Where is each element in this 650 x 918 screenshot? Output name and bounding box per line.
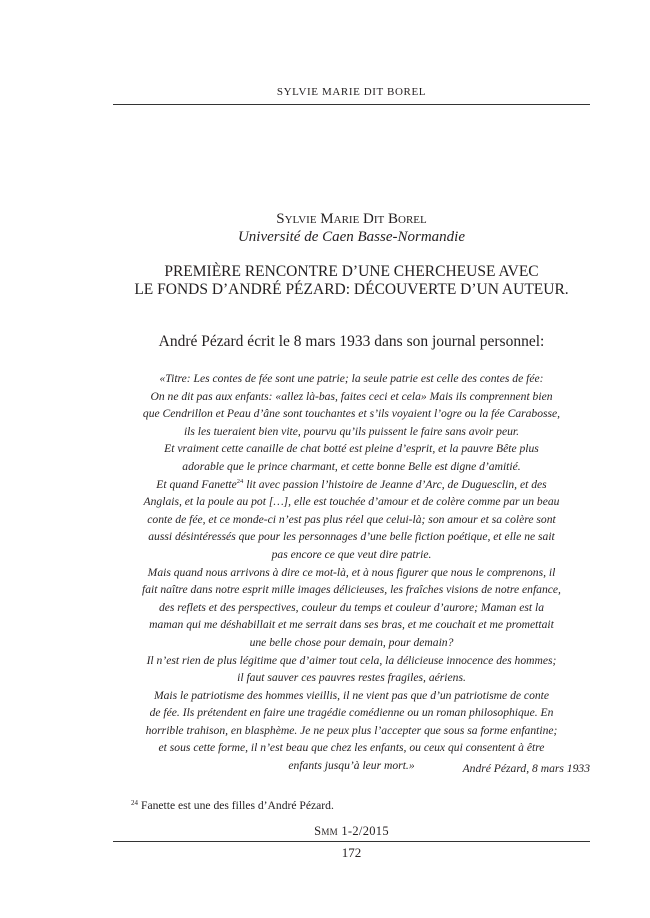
- quote-line: aussi désintéressés que pour les personnages d’une belle fiction poétique, et elle ne sait: [148, 530, 555, 544]
- title-line: PREMIÈRE RENCONTRE D’UNE CHERCHEUSE AVEC: [164, 263, 539, 280]
- article-title: [100, 263, 603, 299]
- quote-line: Et vraiment cette canaille de chat botté est pleine d’esprit, et la pauvre Bête plus: [164, 442, 539, 456]
- quote-line: des reflets et des perspectives, couleur du temps et couleur d’aurore; Maman est la: [158, 600, 545, 614]
- quote-line: On ne dit pas aux enfants: «allez là-bas, faites ceci et cela» Mais ils comprennent bien: [150, 389, 553, 403]
- header-rule: [113, 104, 590, 105]
- quote-line: de fée. Ils prétendent en faire une tragédie comédienne ou un roman philosophique. En: [149, 706, 554, 720]
- quote-line: il faut sauver ces pauvres restes fragiles, aériens.: [237, 671, 466, 685]
- quote-line: maman qui me déshabillait et me serrait dans ses bras, et me couchait et me promettait: [149, 618, 554, 632]
- quote-line-end: lit avec passion l’histoire de Jeanne d’Arc, de Duguesclin, et des: [243, 477, 547, 491]
- quote-line: Mais le patriotisme des hommes vieillis, il ne vient pas que d’un patriotisme de conte: [153, 688, 550, 702]
- quote-line: enfants jusqu’à leur mort.»: [288, 759, 415, 773]
- quote-line: fait naître dans notre esprit mille images délicieuses, les fraîches visions de notre enfance,: [142, 583, 561, 597]
- footnote-number: 24: [131, 799, 138, 807]
- quote-signature: André Pézard, 8 mars 1933: [462, 762, 590, 775]
- author-affiliation: Université de Caen Basse-Normandie: [237, 229, 466, 245]
- quote-line: [113, 476, 590, 494]
- footnote-text: Fanette est une des filles d’André Pézard.: [141, 799, 334, 812]
- quote-line: une belle chose pour demain, pour demain?: [249, 635, 454, 649]
- title-line: LE FONDS D’ANDRÉ PÉZARD: DÉCOUVERTE D’UN AUTEUR.: [134, 281, 569, 298]
- quote-line: Mais quand nous arrivons à dire ce mot-là, et à nous figurer que nous le comprenons, il: [147, 565, 556, 579]
- footnote-reference[interactable]: 24: [236, 477, 244, 485]
- running-head: SYLVIE MARIE DIT BOREL: [276, 86, 427, 98]
- journal-issue: 1-2/2015: [337, 824, 389, 838]
- quote-line: conte de fée, et ce monde-ci n’est pas plus réel que celui-là; son amour et sa colère sont: [147, 512, 556, 526]
- journal-name: Smm: [314, 824, 338, 838]
- quote-line: que Cendrillon et Peau d’âne sont touchantes et s’ils voyaient l’ogre ou la fée Carabosse,: [142, 407, 561, 421]
- quote-line: Il n’est rien de plus légitime que d’aimer tout cela, la délicieuse innocence des hommes;: [146, 653, 557, 667]
- quote-line: ils les tueraient bien vite, pourvu qu’ils puissent le faire sans avoir peur.: [183, 424, 520, 438]
- block-quote: [113, 370, 590, 775]
- quote-line: horrible trahison, en blasphème. Je ne peux plus l’accepter que sous sa forme enfantine;: [145, 723, 558, 737]
- quote-line: et sous cette forme, il n’est beau que chez les enfants, ou ceux qui consentent à être: [158, 741, 545, 755]
- journal-info: [113, 824, 590, 839]
- quote-line: adorable que le prince charmant, et cette bonne Belle est digne d’amitié.: [182, 459, 521, 473]
- quote-line: Anglais, et la poule au pot […], elle est touchée d’amour et de colère comme par un beau: [143, 495, 560, 509]
- quote-line: pas encore ce que veut dire patrie.: [271, 547, 432, 561]
- footnote: [131, 795, 334, 814]
- intro-paragraph: André Pézard écrit le 8 mars 1933 dans son journal personnel:: [158, 333, 545, 350]
- author-name: Sylvie Marie Dit Borel: [276, 211, 427, 227]
- quote-line-start: Et quand Fanette: [156, 477, 237, 491]
- footer-rule: [113, 841, 590, 842]
- quote-line: «Titre: Les contes de fée sont une patrie; la seule patrie est celle des contes de fée:: [159, 372, 544, 385]
- page-number: 172: [341, 845, 362, 860]
